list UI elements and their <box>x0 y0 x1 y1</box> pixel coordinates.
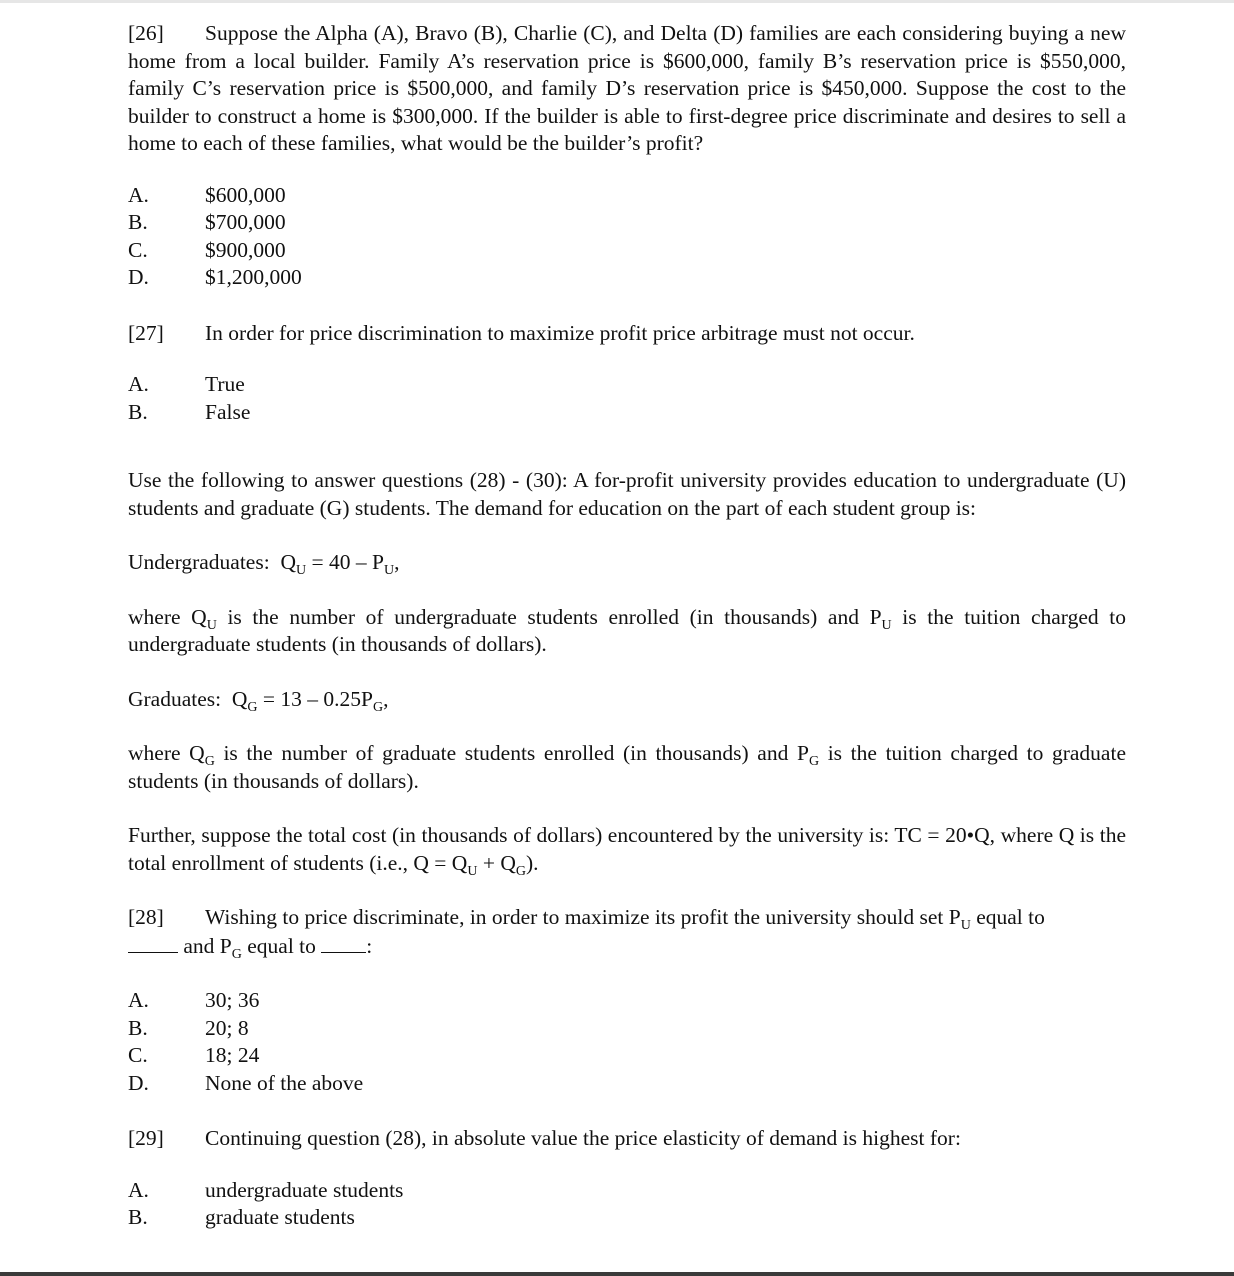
option-c[interactable] <box>128 237 1126 265</box>
option-c[interactable] <box>128 1042 1126 1070</box>
option-b[interactable] <box>128 399 1126 427</box>
undergrad-equation: Undergraduates: $Q_U = 40 - P_U$, <box>128 550 400 578</box>
question-text: Continuing question (28), in absolute value the price elasticity of demand is highest for: <box>205 1126 961 1150</box>
bottom-border <box>0 1272 1234 1276</box>
answer-blank-1 <box>128 932 178 953</box>
option-letter: A. <box>128 372 149 396</box>
option-text: 18; 24 <box>205 1043 260 1067</box>
question-27 <box>128 320 1126 348</box>
graduate-equation: Graduates: $Q_G = 13 - 0.25P_G$, <box>128 686 389 715</box>
option-d[interactable] <box>128 264 1126 292</box>
option-b[interactable] <box>128 1015 1126 1043</box>
undergrad-definition: where $Q_U$ is the number of undergraduate students enrolled (in thousands) and $P_U$ is the tuition charged to undergraduate students (in thousands of dollars). <box>128 604 1126 656</box>
option-text: $900,000 <box>205 237 286 262</box>
option-b[interactable] <box>128 209 1126 237</box>
option-a[interactable] <box>128 1177 1126 1205</box>
option-letter: A. <box>128 182 149 207</box>
option-letter: B. <box>128 1015 148 1040</box>
question-27-options <box>128 371 1126 426</box>
equation-label: Graduates: <box>128 686 222 711</box>
question-28-options <box>128 987 1126 1097</box>
option-letter: D. <box>128 1070 149 1095</box>
option-text: 30; 36 <box>205 988 260 1012</box>
option-a[interactable] <box>128 371 1126 399</box>
option-text: $600,000 <box>205 182 286 207</box>
option-a[interactable] <box>128 182 1126 210</box>
question-28: [28] Wishing to price discriminate, in order to maximize its profit the university should set $P_U$ equal to and $P_G$ equal to : <box>128 905 1045 962</box>
option-letter: D. <box>128 265 149 289</box>
option-text: False <box>205 399 251 424</box>
question-29-options <box>128 1177 1126 1232</box>
option-letter: B. <box>128 210 148 234</box>
question-29 <box>128 1125 1126 1153</box>
question-26 <box>128 20 1126 158</box>
option-text: True <box>205 372 245 396</box>
question-text: Suppose the Alpha (A), Bravo (B), Charlie (C), and Delta (D) families are each considering buying a new home from a local builder. Family A’s reservation price is $600,000, family B’s reservation price is $550,000, family C’s reservation price is $500,000, and family D’s reservation price is $450,000. Suppose the cost to the builder to construct a home is $300,000. If the builder is able to first-degree price discriminate and desires to sell a home to each of these families, what would be the builder’s profit? <box>128 21 1126 155</box>
top-border <box>0 0 1234 3</box>
option-text: 20; 8 <box>205 1015 249 1040</box>
option-text: $700,000 <box>205 210 286 234</box>
exam-page <box>128 20 1126 1232</box>
option-text: None of the above <box>205 1070 364 1095</box>
cost-definition: Further, suppose the total cost (in thousands of dollars) encountered by the university is: TC = 20•Q, where Q is the total enrollment of students (i.e., $Q = Q_U + Q_G$). <box>128 823 1126 879</box>
option-letter: C. <box>128 237 148 262</box>
question-number: [27] <box>128 320 164 345</box>
option-letter: A. <box>128 988 149 1012</box>
question-number: [29] <box>128 1126 164 1150</box>
question-number: [26] <box>128 21 164 45</box>
option-d[interactable] <box>128 1070 1126 1098</box>
option-text: undergraduate students <box>205 1177 404 1202</box>
option-letter: A. <box>128 1177 149 1202</box>
graduate-definition: where $Q_G$ is the number of graduate students enrolled (in thousands) and $P_G$ is the tuition charged to graduate students (in thousands of dollars). <box>128 741 1126 793</box>
option-text: graduate students <box>205 1205 355 1229</box>
option-text: $1,200,000 <box>205 265 302 289</box>
option-a[interactable] <box>128 987 1126 1015</box>
option-letter: B. <box>128 1205 148 1229</box>
question-26-options <box>128 182 1126 292</box>
option-letter: C. <box>128 1043 148 1067</box>
question-number: [28] <box>128 905 164 929</box>
option-b[interactable] <box>128 1204 1126 1232</box>
answer-blank-2 <box>321 932 366 953</box>
question-text: In order for price discrimination to maximize profit price arbitrage must not occur. <box>205 320 915 345</box>
option-letter: B. <box>128 399 148 424</box>
context-intro: Use the following to answer questions (28) - (30): A for-profit university provides education to undergraduate (U) students and graduate (G) students. The demand for education on the part of each student group is: <box>128 468 1126 520</box>
equation-label: Undergraduates: <box>128 550 270 574</box>
